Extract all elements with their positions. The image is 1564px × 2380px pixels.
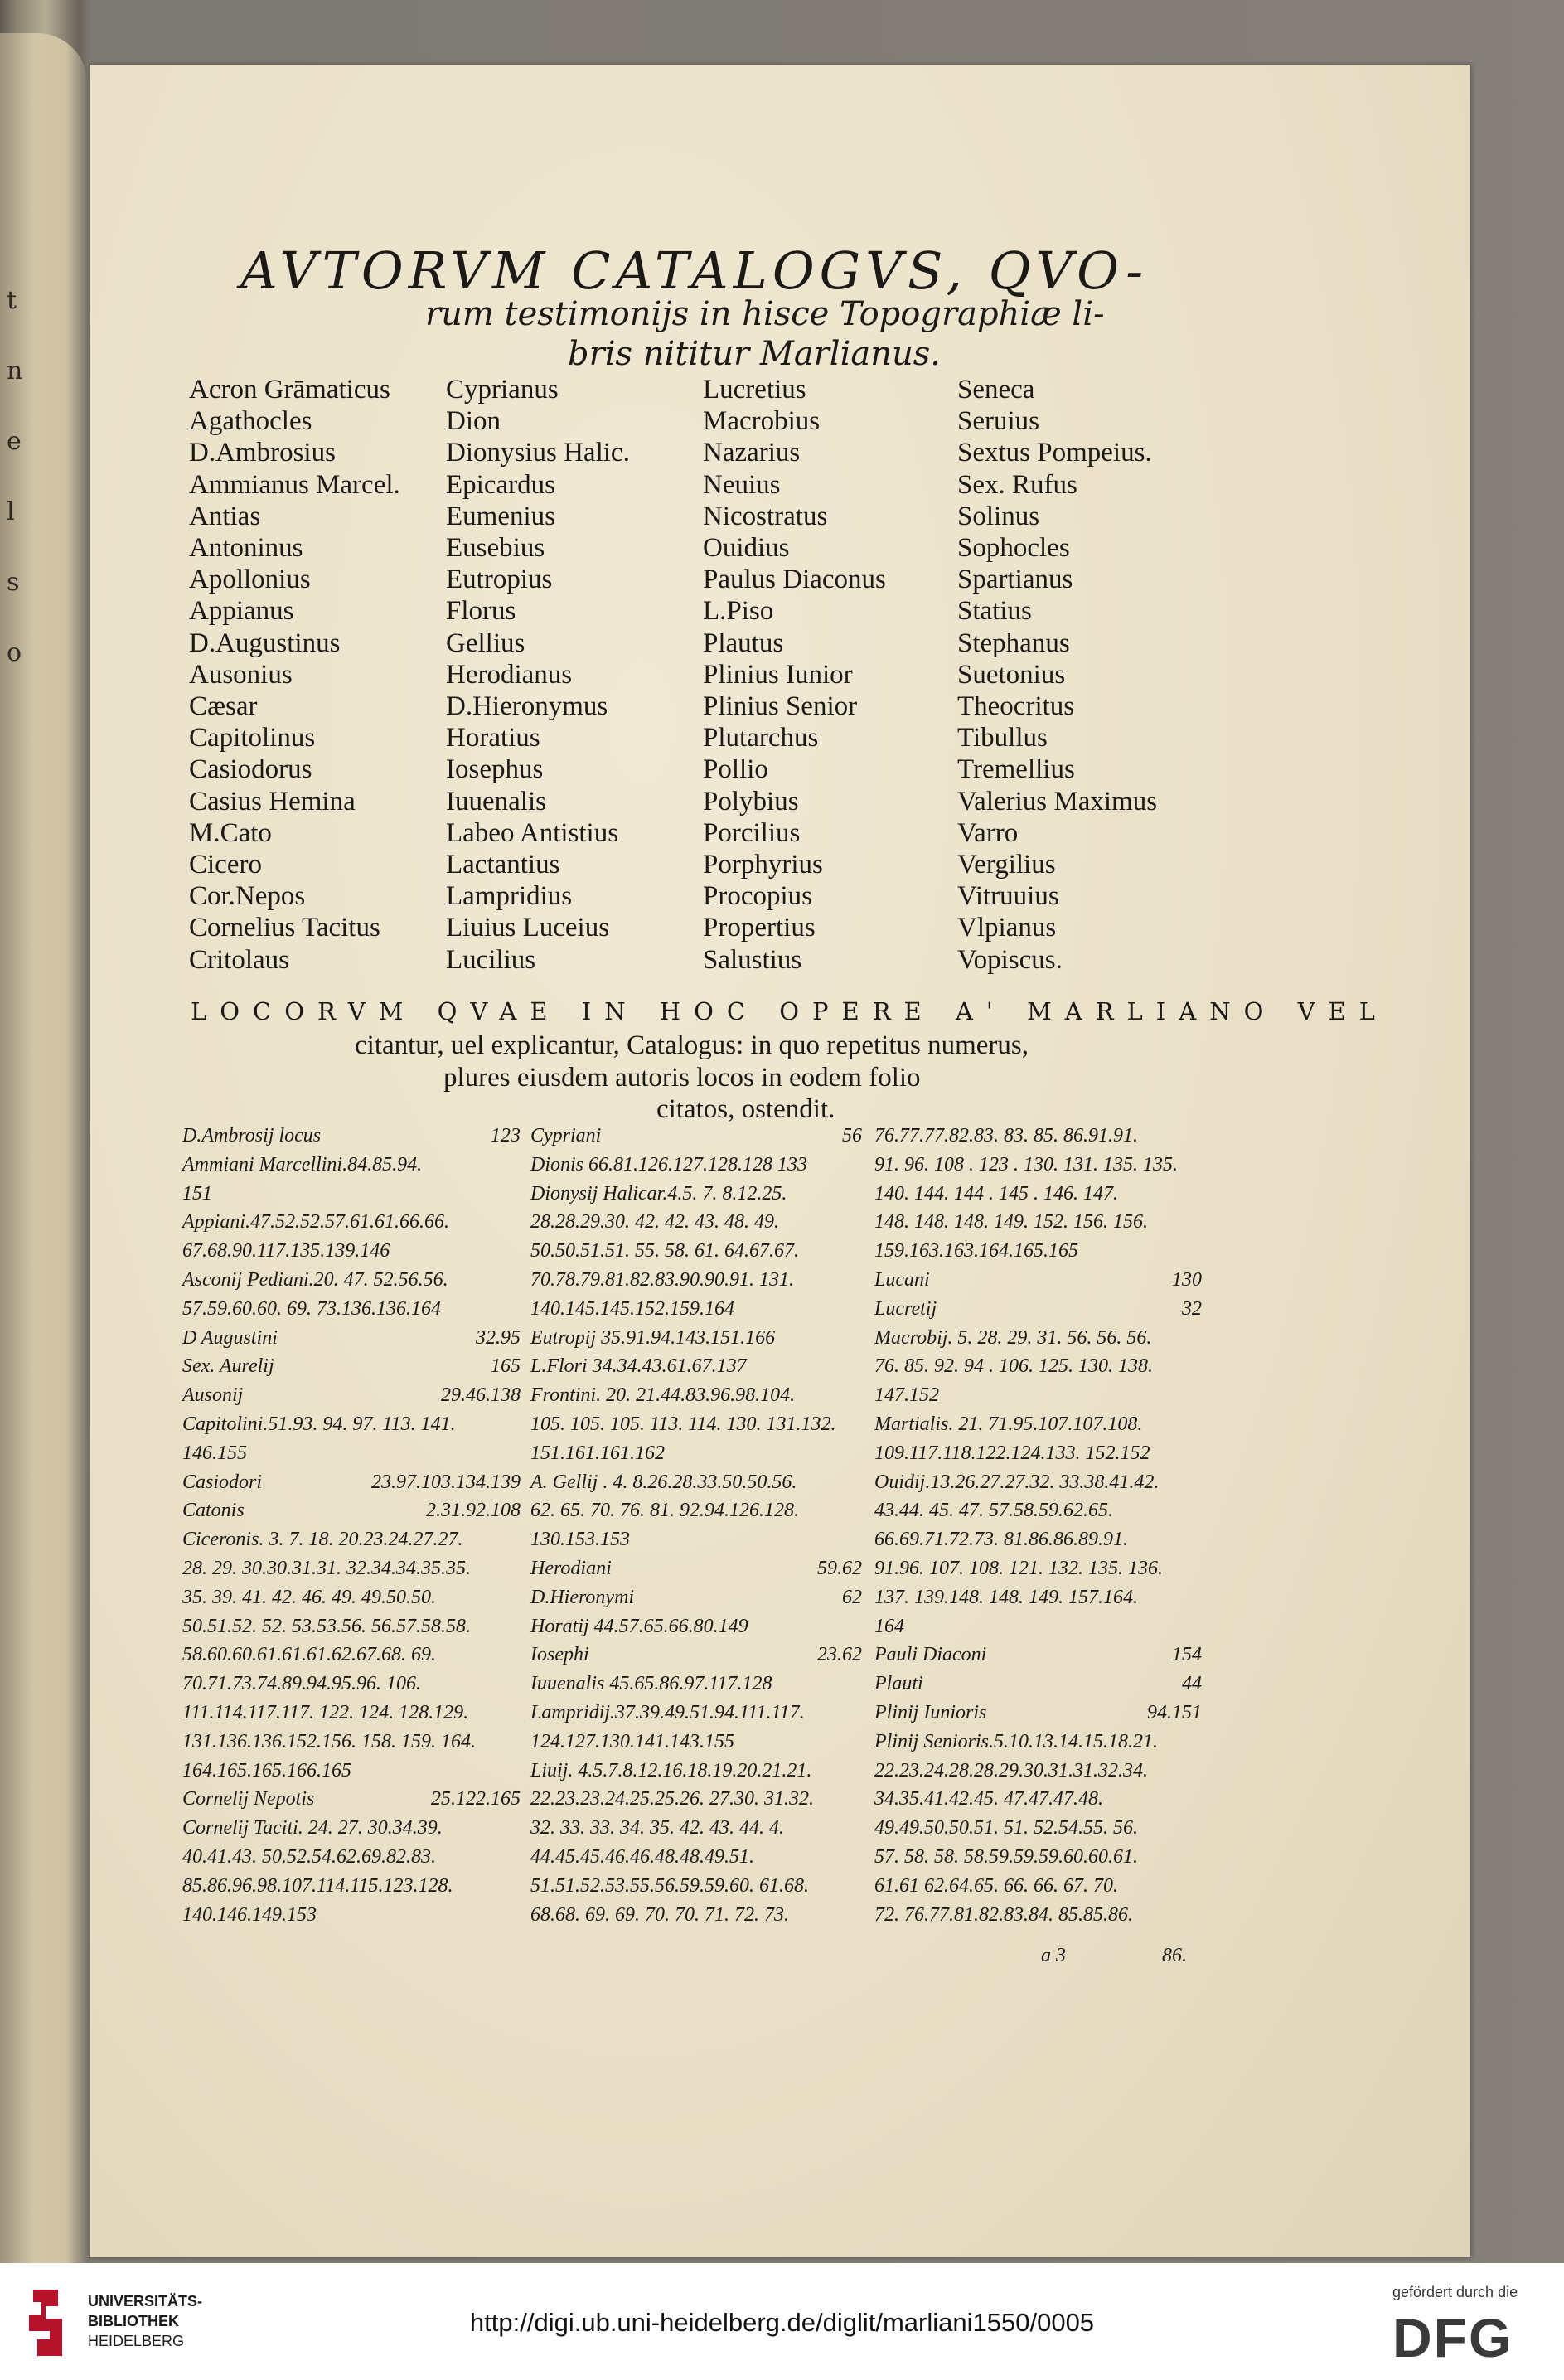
signature-mark: a 3: [1041, 1945, 1066, 1966]
author-name: Valerius Maximus: [957, 786, 1158, 817]
index-entry-text: Asconij Pediani.20. 47. 52.56.56.: [182, 1269, 448, 1291]
author-name: Spartianus: [957, 565, 1073, 595]
author-name: D.Augustinus: [189, 628, 341, 658]
author-name: Critolaus: [189, 944, 289, 975]
index-entry-text: 22.23.24.28.28.29.30.31.31.32.34.: [874, 1759, 1148, 1781]
author-name: Epicardus: [446, 469, 555, 500]
index-entry-text: 164: [874, 1615, 904, 1637]
index-entry-text: Sex. Aurelij: [182, 1355, 274, 1378]
author-name: Sextus Pompeius.: [957, 438, 1152, 468]
index-entry-text: Eutropij 35.91.94.143.151.166: [530, 1326, 776, 1349]
index-entry-text: 57. 58. 58. 58.59.59.59.60.60.61.: [874, 1846, 1138, 1868]
author-name: Cornelius Tacitus: [189, 913, 380, 943]
index-entry-text: 151: [182, 1182, 212, 1205]
index-entry-text: Cypriani: [530, 1125, 602, 1146]
author-name: Stephanus: [957, 628, 1070, 658]
author-name: Iosephus: [446, 754, 544, 785]
author-name: Eutropius: [446, 565, 553, 595]
author-name: Paulus Diaconus: [703, 565, 886, 595]
left-page-edge: [0, 33, 87, 2263]
index-entry-text: L.Flori 34.34.43.61.67.137: [530, 1355, 747, 1378]
author-name: Dionysius Halic.: [446, 438, 630, 468]
institution-line2: BIBLIOTHEK: [88, 2313, 179, 2329]
author-name: Cor.Nepos: [189, 881, 306, 912]
author-name: Horatius: [446, 723, 540, 754]
index-entry-text: Pauli Diaconi: [874, 1644, 987, 1666]
left-page-char: n: [7, 356, 23, 385]
catchword: 86.: [1162, 1945, 1187, 1966]
author-name: Statius: [957, 596, 1032, 627]
index-entry-pages: 94.151: [1147, 1702, 1202, 1723]
index-entry-text: 109.117.118.122.124.133. 152.152: [874, 1442, 1150, 1464]
author-name: Florus: [446, 596, 516, 627]
author-name: Cicero: [189, 850, 262, 880]
index-entry-text: 140. 144. 144 . 145 . 146. 147.: [874, 1182, 1118, 1205]
author-name: Apollonius: [189, 565, 311, 595]
author-name: Vergilius: [957, 850, 1056, 880]
index-entry-text: Ammiani Marcellini.84.85.94.: [182, 1153, 423, 1175]
author-name: Propertius: [703, 913, 816, 943]
index-entry-text: 50.51.52. 52. 53.53.56. 56.57.58.58.: [182, 1615, 471, 1637]
author-name: Lucilius: [446, 944, 536, 975]
index-entry-text: Martialis. 21. 71.95.107.107.108.: [874, 1413, 1143, 1435]
author-name: Theocritus: [957, 691, 1075, 721]
funded-by-text: gefördert durch die: [1392, 2284, 1518, 2300]
author-name: Sex. Rufus: [957, 469, 1077, 500]
author-name: Neuius: [703, 469, 781, 500]
institution-line3: HEIDELBERG: [88, 2333, 185, 2349]
index-entry-text: Ausonij: [182, 1384, 244, 1407]
index-entry-text: 32. 33. 33. 34. 35. 42. 43. 44. 4.: [530, 1817, 784, 1840]
index-entry-text: Iuuenalis 45.65.86.97.117.128: [530, 1673, 772, 1695]
index-entry-text: 34.35.41.42.45. 47.47.47.48.: [874, 1788, 1103, 1810]
author-name: Solinus: [957, 501, 1040, 531]
dfg-logo[interactable]: [1392, 2307, 1542, 2365]
index-entry-text: 151.161.161.162: [530, 1442, 665, 1464]
author-name: Appianus: [189, 596, 294, 627]
dfg-logo-text: DFG: [1392, 2307, 1513, 2365]
index-entry-pages: 130: [1172, 1269, 1202, 1291]
index-entry-text: 72. 76.77.81.82.83.84. 85.85.86.: [874, 1903, 1133, 1926]
author-name: Sophocles: [957, 533, 1070, 563]
index-entry-text: 85.86.96.98.107.114.115.123.128.: [182, 1874, 453, 1897]
left-page-char: e: [7, 427, 22, 456]
index-entry-text: Ouidij.13.26.27.27.32. 33.38.41.42.: [874, 1471, 1160, 1493]
author-name: Eumenius: [446, 501, 555, 531]
author-name: Nazarius: [703, 438, 801, 468]
index-entry-text: 62. 65. 70. 76. 81. 92.94.126.128.: [530, 1500, 799, 1522]
index-entry-text: 44.45.45.46.46.48.48.49.51.: [530, 1846, 754, 1868]
index-entry-text: Plauti: [874, 1673, 923, 1695]
author-name: Vopiscus.: [957, 944, 1063, 975]
index-entry-text: 22.23.23.24.25.25.26. 27.30. 31.32.: [530, 1788, 814, 1810]
index-entry-text: 43.44. 45. 47. 57.58.59.62.65.: [874, 1500, 1113, 1522]
index-entry-text: 66.69.71.72.73. 81.86.86.89.91.: [874, 1529, 1128, 1551]
index-entry-text: Horatij 44.57.65.66.80.149: [530, 1615, 748, 1637]
index-entry-text: 105. 105. 105. 113. 114. 130. 131.132.: [530, 1413, 836, 1435]
left-page-char: o: [7, 638, 22, 667]
left-page-char: l: [7, 497, 15, 526]
index-entry-text: 146.155: [182, 1442, 247, 1464]
index-entry-text: 68.68. 69. 69. 70. 70. 71. 72. 73.: [530, 1903, 789, 1926]
index-heading-line3: plures eiusdem autoris locos in eodem folio: [443, 1063, 921, 1093]
index-entry-pages: 62: [842, 1586, 862, 1608]
index-entry-text: D.Ambrosij locus: [182, 1125, 322, 1146]
author-name: Salustius: [703, 944, 802, 975]
author-name: Plautus: [703, 628, 784, 658]
index-entry-text: Plinij Senioris.5.10.13.14.15.18.21.: [874, 1730, 1158, 1752]
index-entry-text: D Augustini: [182, 1326, 278, 1349]
index-entry-text: Appiani.47.52.52.57.61.61.66.66.: [182, 1211, 449, 1234]
author-name: Lampridius: [446, 881, 573, 912]
author-name: Casiodorus: [189, 754, 312, 785]
author-name: Casius Hemina: [189, 786, 356, 817]
index-entry-pages: 56: [842, 1125, 862, 1146]
index-entry-text: 35. 39. 41. 42. 46. 49. 49.50.50.: [182, 1586, 436, 1608]
index-entry-text: Frontini. 20. 21.44.83.96.98.104.: [530, 1384, 796, 1407]
author-name: Agathocles: [189, 406, 312, 437]
author-name: Eusebius: [446, 533, 545, 563]
left-page-fragments: [7, 265, 22, 688]
author-name: Vitruuius: [957, 881, 1059, 912]
left-page-char: t: [7, 286, 17, 315]
index-entry-text: 51.51.52.53.55.56.59.59.60. 61.68.: [530, 1874, 809, 1897]
index-entry-text: Herodiani: [530, 1558, 612, 1579]
index-entry-text: 91. 96. 108 . 123 . 130. 131. 135. 135.: [874, 1153, 1178, 1175]
author-name: Tremellius: [957, 754, 1075, 785]
author-name: Capitolinus: [189, 723, 316, 754]
author-name: Tibullus: [957, 723, 1048, 754]
index-entry-pages: 59.62: [817, 1558, 862, 1579]
author-name: Antoninus: [189, 533, 303, 563]
index-entry-text: 49.49.50.50.51. 51. 52.54.55. 56.: [874, 1817, 1138, 1840]
author-name: Ammianus Marcel.: [189, 469, 400, 500]
index-entry-text: 40.41.43. 50.52.54.62.69.82.83.: [182, 1846, 436, 1868]
author-name: Herodianus: [446, 659, 573, 690]
catalog-subtitle-line1: rum testimonijs in hisce Topographiæ li-: [425, 295, 1105, 333]
author-name: Liuius Luceius: [446, 913, 610, 943]
author-name: Iuuenalis: [446, 786, 546, 817]
author-name: Vlpianus: [957, 913, 1057, 943]
index-entry-text: Plinij Iunioris: [874, 1702, 987, 1723]
index-entry-text: 76.77.77.82.83. 83. 85. 86.91.91.: [874, 1125, 1138, 1146]
index-entry-text: Dionysij Halicar.4.5. 7. 8.12.25.: [530, 1182, 787, 1205]
index-entry-text: 67.68.90.117.135.139.146: [182, 1240, 390, 1263]
index-entry-pages: 154: [1172, 1644, 1202, 1666]
institution-line1: UNIVERSITÄTS-: [88, 2293, 203, 2310]
author-name: Suetonius: [957, 659, 1066, 690]
author-name: Labeo Antistius: [446, 817, 619, 848]
index-entry-text: 61.61 62.64.65. 66. 66. 67. 70.: [874, 1874, 1118, 1897]
index-entry-text: 28.28.29.30. 42. 42. 43. 48. 49.: [530, 1211, 779, 1234]
index-entry-text: 70.78.79.81.82.83.90.90.91. 131.: [530, 1269, 794, 1291]
permalink-url[interactable]: http://digi.ub.uni-heidelberg.de/diglit/marliani1550/0005: [469, 2308, 1095, 2337]
author-name: L.Piso: [703, 596, 774, 627]
author-name: M.Cato: [189, 817, 272, 848]
index-heading-line4: citatos, ostendit.: [656, 1094, 835, 1124]
author-name: Varro: [957, 817, 1019, 848]
index-entry-text: Lampridij.37.39.49.51.94.111.117.: [530, 1702, 805, 1723]
author-name: Lactantius: [446, 850, 560, 880]
left-page-char: s: [7, 568, 20, 597]
index-entry-pages: 2.31.92.108: [426, 1500, 521, 1522]
index-entry-text: Casiodori: [182, 1471, 263, 1493]
index-entry-text: 57.59.60.60. 69. 73.136.136.164: [182, 1297, 441, 1320]
index-entry-text: 76. 85. 92. 94 . 106. 125. 130. 138.: [874, 1355, 1153, 1378]
index-entry-text: Liuij. 4.5.7.8.12.16.18.19.20.21.21.: [530, 1759, 812, 1781]
index-entry-pages: 123: [491, 1125, 521, 1146]
author-name: Cæsar: [189, 691, 258, 721]
index-entry-text: 159.163.163.164.165.165: [874, 1240, 1078, 1263]
index-entry-text: 164.165.165.166.165: [182, 1759, 351, 1781]
index-entry-text: 147.152: [874, 1384, 939, 1407]
author-name: Polybius: [703, 786, 799, 817]
index-entry-text: 91.96. 107. 108. 121. 132. 135. 136.: [874, 1558, 1163, 1579]
author-name: Dion: [446, 406, 501, 437]
index-entry-text: 111.114.117.117. 122. 124. 128.129.: [182, 1702, 469, 1723]
index-entry-text: 70.71.73.74.89.94.95.96. 106.: [182, 1673, 421, 1695]
index-entry-text: A. Gellij . 4. 8.26.28.33.50.50.56.: [530, 1471, 797, 1493]
author-name: Gellius: [446, 628, 525, 658]
index-entry-text: 50.50.51.51. 55. 58. 61. 64.67.67.: [530, 1240, 799, 1263]
index-entry-pages: 32: [1182, 1297, 1202, 1320]
index-entry-text: Dionis 66.81.126.127.128.128 133: [530, 1153, 808, 1175]
index-entry-text: 140.146.149.153: [182, 1903, 317, 1926]
index-entry-text: 148. 148. 148. 149. 152. 156. 156.: [874, 1211, 1148, 1234]
catalog-title: AVTORVM CATALOGVS, QVO-: [240, 240, 1149, 301]
author-name: Acron Grāmaticus: [189, 375, 390, 405]
index-entry-text: 58.60.60.61.61.61.62.67.68. 69.: [182, 1644, 436, 1666]
index-entry-text: Iosephi: [530, 1644, 589, 1666]
author-name: Plinius Senior: [703, 691, 858, 721]
author-name: Porcilius: [703, 817, 801, 848]
index-entry-text: 137. 139.148. 148. 149. 157.164.: [874, 1586, 1138, 1608]
index-entry-text: Catonis: [182, 1500, 245, 1522]
author-name: Porphyrius: [703, 850, 823, 880]
index-entry-text: 131.136.136.152.156. 158. 159. 164.: [182, 1730, 476, 1752]
index-entry-pages: 29.46.138: [441, 1384, 521, 1407]
index-entry-text: 124.127.130.141.143.155: [530, 1730, 734, 1752]
index-entry-text: 28. 29. 30.30.31.31. 32.34.34.35.35.: [182, 1558, 471, 1579]
author-name: Lucretius: [703, 375, 806, 405]
author-name: Procopius: [703, 881, 812, 912]
author-name: Nicostratus: [703, 501, 828, 531]
index-entry-text: Cornelij Taciti. 24. 27. 30.34.39.: [182, 1817, 443, 1840]
index-entry-pages: 23.97.103.134.139: [371, 1471, 521, 1493]
author-name: Seruius: [957, 406, 1039, 437]
index-entry-pages: 25.122.165: [431, 1788, 521, 1810]
author-name: Ouidius: [703, 533, 790, 563]
index-heading-line2: citantur, uel explicantur, Catalogus: in quo repetitus numerus,: [355, 1030, 1029, 1060]
index-entry-pages: 32.95: [476, 1326, 521, 1349]
index-entry-text: 140.145.145.152.159.164: [530, 1297, 734, 1320]
index-entry-text: D.Hieronymi: [530, 1586, 635, 1608]
author-name: D.Ambrosius: [189, 438, 336, 468]
author-name: Ausonius: [189, 659, 293, 690]
author-name: Macrobius: [703, 406, 821, 437]
index-entry-text: Ciceronis. 3. 7. 18. 20.23.24.27.27.: [182, 1529, 463, 1551]
index-entry-text: Macrobij. 5. 28. 29. 31. 56. 56. 56.: [874, 1326, 1152, 1349]
catalog-subtitle-line2: bris nititur Marlianus.: [568, 335, 941, 373]
index-entry-text: Lucretij: [874, 1297, 937, 1320]
index-entry-text: 130.153.153: [530, 1529, 630, 1551]
author-name: Plinius Iunior: [703, 659, 853, 690]
index-entry-text: Cornelij Nepotis: [182, 1788, 315, 1810]
author-name: Pollio: [703, 754, 768, 785]
author-name: D.Hieronymus: [446, 691, 608, 721]
index-entry-text: Lucani: [874, 1269, 930, 1291]
index-entry-text: Capitolini.51.93. 94. 97. 113. 141.: [182, 1413, 456, 1435]
author-name: Plutarchus: [703, 723, 819, 754]
index-entry-pages: 44: [1182, 1673, 1202, 1695]
index-entry-pages: 23.62: [817, 1644, 862, 1666]
index-heading-line1: LOCORVM QVAE IN HOC OPERE A' MARLIANO VEL: [191, 997, 1388, 1025]
index-entry-pages: 165: [491, 1355, 521, 1378]
author-name: Antias: [189, 501, 261, 531]
author-name: Cyprianus: [446, 375, 559, 405]
author-name: Seneca: [957, 375, 1035, 405]
